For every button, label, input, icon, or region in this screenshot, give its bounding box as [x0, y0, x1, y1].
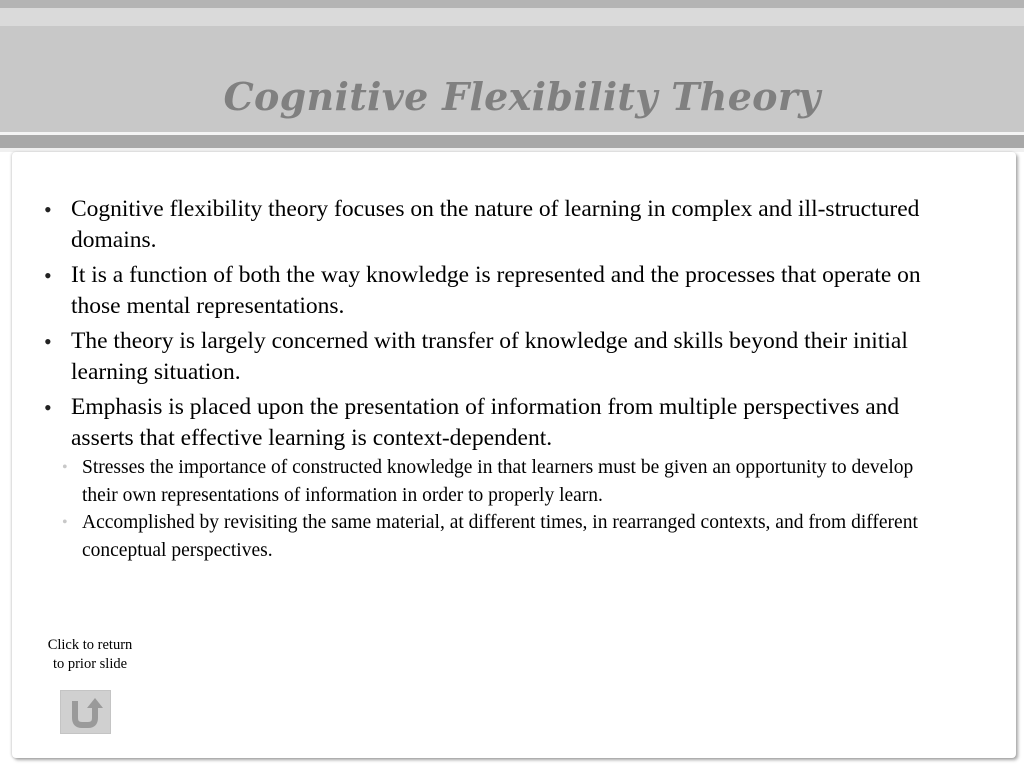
bullet-list [0, 194, 1000, 564]
return-arrow-icon [61, 691, 110, 733]
bullet-dot-icon: • [44, 329, 52, 354]
return-label-line-1: Click to return [47, 637, 133, 653]
bullet-text: Emphasis is placed upon the presentation of information from multiple perspectives and asserts that effective learning is context-dependent. [71, 394, 900, 451]
sub-bullet-dot-icon: • [62, 514, 68, 531]
slide-title: Cognitive Flexibility Theory [223, 74, 821, 119]
header-divider-dark [0, 135, 1024, 148]
top-strip [0, 0, 1024, 8]
bullet-dot-icon: • [44, 395, 52, 420]
return-label [30, 636, 150, 674]
bullet-dot-icon: • [44, 263, 52, 288]
return-label-line-2: to prior slide [52, 656, 128, 672]
bullet-text: The theory is largely concerned with transfer of knowledge and skills beyond their initial learning situation. [71, 328, 908, 385]
sub-bullet-dot-icon: • [62, 459, 68, 476]
bullet-item [0, 194, 931, 256]
top-strip-light [0, 8, 1024, 26]
bullet-item [0, 260, 931, 322]
sub-bullet-text: Stresses the importance of constructed knowledge in that learners must be given an opportunity to develop their own representations of information in order to properly learn. [82, 457, 914, 506]
return-to-prior-slide-button[interactable] [60, 690, 111, 734]
bullet-dot-icon: • [44, 197, 52, 222]
bullet-item [0, 326, 931, 388]
sub-bullet-item [0, 509, 927, 564]
bullet-item [0, 392, 931, 454]
bullet-text: Cognitive flexibility theory focuses on the nature of learning in complex and ill-structured domains. [71, 196, 920, 253]
sub-bullet-text: Accomplished by revisiting the same material, at different times, in rearranged contexts, and from different conceptual perspectives. [82, 512, 918, 561]
bullet-text: It is a function of both the way knowledge is represented and the processes that operate on those mental representations. [71, 262, 921, 319]
sub-bullet-item [0, 454, 927, 509]
